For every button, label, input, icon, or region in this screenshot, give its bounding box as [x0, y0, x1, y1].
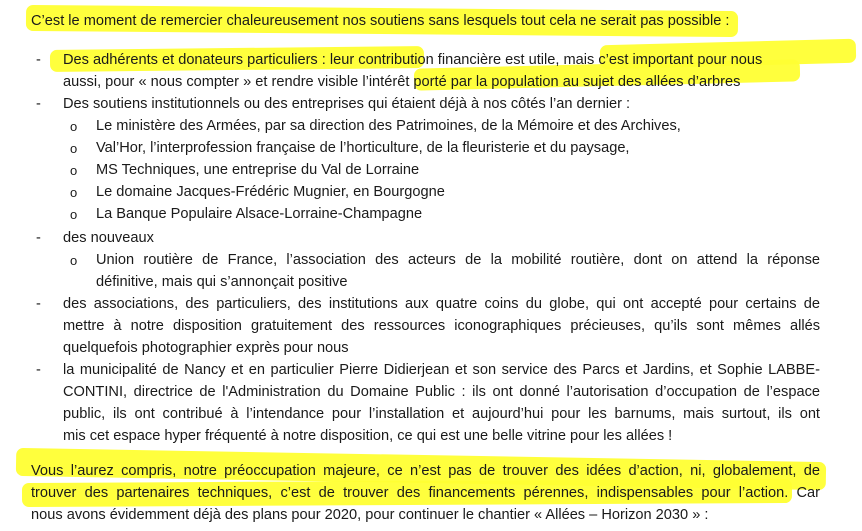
union-routiere-line-2: définitive, mais qui s’annonçait positive	[96, 274, 348, 290]
intro-paragraph: C’est le moment de remercier chaleureusement nos soutiens sans lesquels tout cela ne serait pas possible :	[31, 13, 730, 29]
sub-item-mugnier: Le domaine Jacques-Frédéric Mugnier, en Bourgogne	[96, 184, 445, 200]
nouveaux-text: des nouveaux	[63, 230, 154, 246]
associations-line-3: quelquefois photographier exprès pour nous	[63, 340, 349, 356]
nancy-line-4: mis cet espace hyper fréquenté à notre disposition, ce qui est une belle vitrine pour les allées !	[63, 428, 673, 444]
dash-associations: -	[36, 296, 41, 312]
bullet-sub-1: o	[70, 119, 78, 134]
bullet-union-routiere: o	[70, 253, 78, 268]
bullet-sub-4: o	[70, 185, 78, 200]
adherents-line-2: aussi, pour « nous compter » et rendre visible l’intérêt porté par la population au sujet des allées d’arbres	[63, 74, 741, 90]
sub-item-banque-populaire: La Banque Populaire Alsace-Lorraine-Champagne	[96, 206, 423, 222]
sub-item-ms-techniques: MS Techniques, une entreprise du Val de Lorraine	[96, 162, 420, 178]
dash-nancy: -	[36, 362, 41, 378]
union-routiere-line-1: Union routière de France, l’association des acteurs de la mobilité routière, dont on attend la réponse	[96, 252, 820, 268]
dash-adherents: -	[36, 52, 41, 68]
nancy-line-3: public, ils ont contribué à l’intendance pour l’installation et aujourd’hui pour les barnums, mais surtout, ils ont	[63, 406, 820, 422]
bullet-sub-3: o	[70, 163, 78, 178]
conclusion-line-1: Vous l’aurez compris, notre préoccupation majeure, ce n’est pas de trouver des idées d’action, ni, globalement, de	[31, 463, 820, 479]
dash-nouveaux: -	[36, 230, 41, 246]
sub-item-ministere: Le ministère des Armées, par sa direction des Patrimoines, de la Mémoire et des Archives,	[96, 118, 681, 134]
dash-institutionnels: -	[36, 96, 41, 112]
conclusion-line-2: trouver des partenaires techniques, c’est de trouver des financements pérennes, indispensables pour l’action. Car	[31, 485, 820, 501]
sub-item-valhor: Val’Hor, l’interprofession française de l’horticulture, de la fleuristerie et du paysage,	[96, 140, 630, 156]
adherents-line-1: Des adhérents et donateurs particuliers : leur contribution financière est utile, mais c’est important pour nous	[63, 52, 763, 68]
associations-line-1: des associations, des particuliers, des institutions aux quatre coins du globe, qui ont accepté pour certains de	[63, 296, 820, 312]
conclusion-line-3: nous avons évidemment déjà des plans pour 2020, pour continuer le chantier « Allées – Horizon 2030 » :	[31, 507, 709, 523]
nancy-line-2: CONTINI, directrice de l'Administration du Domaine Public : ils ont donné l’autorisation d’occupation de l’espace	[63, 384, 820, 400]
institutionnels-text: Des soutiens institutionnels ou des entreprises qui étaient déjà à nos côtés l’an dernier :	[63, 96, 631, 112]
bullet-sub-5: o	[70, 207, 78, 222]
nancy-line-1: la municipalité de Nancy et en particulier Pierre Didierjean et son service des Parcs et Jardins, et Sophie LABBE-	[63, 362, 820, 378]
bullet-sub-2: o	[70, 141, 78, 156]
associations-line-2: mettre à notre disposition gratuitement des ressources iconographiques précieuses, qu’ils sont mêmes allés	[63, 318, 820, 334]
